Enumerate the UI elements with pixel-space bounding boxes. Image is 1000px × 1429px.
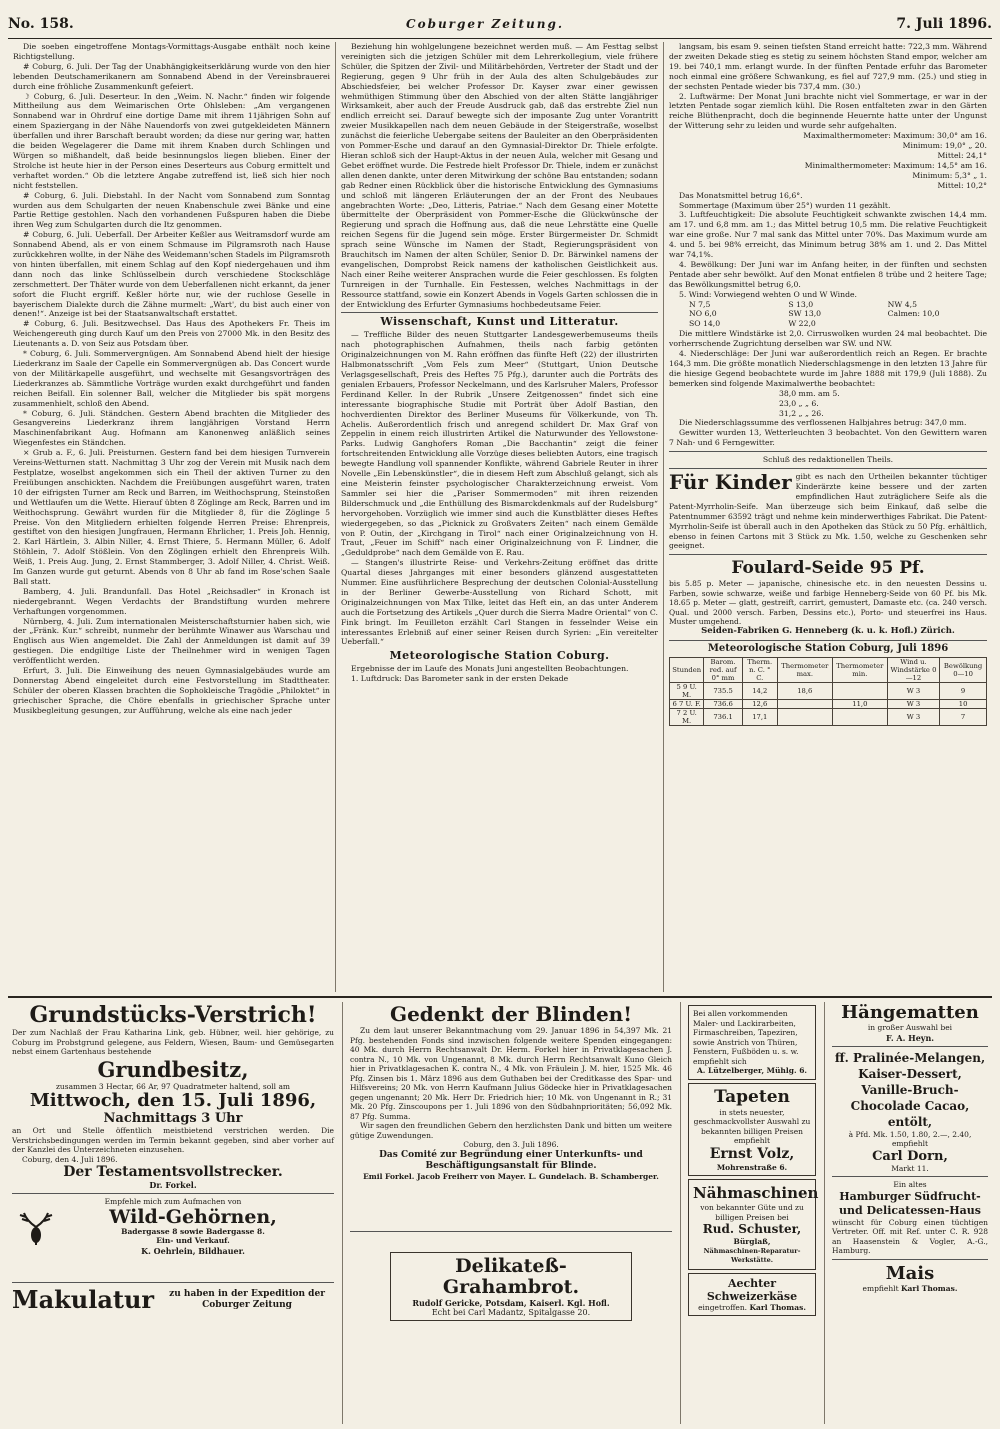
stag-antlers-icon (16, 1211, 56, 1247)
divider (680, 1002, 681, 1424)
article: langsam, bis esam 9. seinen tiefsten Stand erreicht hatte: 722,3 mm. Während der zweiten Dekade stieg es stetig zu seinem höchsten Stand empor, welcher am 19. bei 740,1 mm. erlangt wurde. In der fünften Pentade erfuhr das Barometer noch einmal eine größere Schwankung, es fiel auf 727,9 mm. (25.) und stieg in der sechsten Pentade wieder bis 737,4 mm. (30.) (669, 42, 987, 91)
ad-kinder (669, 472, 987, 551)
ad-text: Nähmaschinen-Reparatur-Werkstätte. (703, 1246, 801, 1264)
ad-text: Ein altes (893, 1180, 927, 1189)
article: ☽ Coburg, 6. Juli. Deserteur. In den „Weim. N. Nachr.“ finden wir folgende Mittheilung aus dem Weimarischen Orte Ohlsleben: „Am vergangenen Sonnabend war in Ohrdruf eine dortige Dame mit ihrem 11jährigen Sohn auf einem Spaziergang in der Nähe Nauendorfs von zwei gutgekleideten Männern überfallen und ihrer Barschaft beraubt worden; da diese nur gering war, hatten die beiden Wegelagerer die Dame mit ihrem Knaben durch Schlingen und Würgen so mißhandelt, daß beide besinnungslos liegen blieben. Einer der Strolche ist heute hier in der Person eines Deserteurs aus Coburg ermittelt und verhaftet worden.“ Ob die letztere Angabe zutreffend ist, ließ sich hier noch nicht feststellen. (13, 91, 330, 190)
ad-names: Emil Forkel. Jacob Freiherr von Mayer. L. Gundelach. B. Schamberger. (363, 1171, 659, 1181)
ad-naehmaschinen (688, 1179, 819, 1270)
article: Nürnberg, 4. Juli. Zum internationalen Meisterschaftsturnier haben sich, wie der „Fränk. Kur.“ schreibt, nunmehr der berühmte Winawer aus Warschau und Englisch aus Wien angemeldet. Die Zahl der Anmeldungen ist damit auf 39 gestiegen. Die endgiltige Liste der Theilnehmer wird in wenigen Tagen veröffentlicht werden. (13, 616, 330, 666)
ad-name: K. Oehrlein, Bildhauer. (141, 1245, 245, 1256)
article: * Coburg, 6. Juli. Ständchen. Gestern Abend brachten die Mitglieder des Gesangvereins Liederkranz ihrem langjährigen Vorstand Herrn Maschinenfabrikant Aug. Hofmann am Kanonenweg anläßlich seines Wiegenfestes ein Ständchen. (13, 408, 330, 448)
ad-delikatess (390, 1252, 632, 1321)
article: 4. Bewölkung: Der Juni war im Anfang heiter, in der fünften und sechsten Pentade aber sehr bewölkt. Auf den Monat entfielen 8 trübe und 2 heitere Tage; das Bewölkungsmittel betrug 6,0. (669, 259, 987, 289)
ad-text: Bürglaß, (733, 1237, 771, 1246)
ad-text: Ein- und Verkauf. (156, 1236, 230, 1245)
ad-text: à Pfd. Mk. 1.50, 1.80, 2.—, 2.40, empfiehlt (848, 1129, 972, 1148)
ad-text: eingetroffen. Karl Thomas. (698, 1302, 806, 1312)
column-2 (336, 42, 664, 992)
ad-title: Wild-Gehörnen, (109, 1205, 277, 1228)
ad-column-b (346, 1002, 676, 1422)
divider (669, 554, 987, 555)
ad-makulatur (12, 1286, 334, 1314)
divider (669, 640, 987, 641)
ad-text: Echt bei Carl Madantz, Spitalgasse 20. (431, 1307, 591, 1317)
weather-max: Maximalthermometer: Maximum: 30,0° am 16. Minimum: 19,0° „ 20. Mittel: 24,1° (803, 131, 987, 160)
ad-heading: Grundbesitz, (97, 1056, 249, 1082)
article: — Treffliche Bilder des neuen Stuttgarter Landesgewerbemuseums theils nach photographischen Aufnahmen, theils nach farbig getönten Originalzeichnungen von M. Rahn eröffnen das fünfte Heft (22) der illustrirten Halbmonatsschrift „Vom Fels zum Meer“ (Stuttgart, Union Deutsche Verlagsgesellschaft, Preis des Heftes 75 Pfg.), darunter auch die Porträts des genialen Erbauers, Professor Neckelmann, und des Karlsruher Malers, Professor Ferdinand Keller. In der Rubrik „Unsere Zeitgenossen“ findet sich eine interessante biographische Studie mit Porträt über Adolf Bastian, den hochverdienten Direktor des Berliner Museums für Völkerkunde, von Th. Achelis. Außerordentlich frisch und anregend schildert Dr. Max Graf von Zeppelin in einem reich illustrirten Artikel die Naturwunder des Yellowstone-Parks. Ludwig Ganghofers Roman „Die Bacchantin“ zeigt die feiner fortschreitenden Entwicklung alle Vorzüge dieses beliebten Autors, eine tragisch bewegte Handlung voll spannender Konflikte, während Gabriele Reuter in ihrer Novelle „Ein Lebenskünstler“, die in diesem Heft zum Abschluß gelangt, sich als eine Meisterin feinster psychologischer Charakterzeichnung erweist. Vom Sammler sei hier die „Pariser Sommermoden“ mit ihren reizenden Bilderschmuck und „die Enthüllung des Bismarckdenkmals auf der Rudelsburg“ hervorgehoben. Vorzüglich wie immer sind auch die Kunstblätter dieses Heftes wiedergegeben, so das „Picknick zu Großvaters Zeiten“ nach einem Gemälde von P. Outin, der „Kirchgang in Tirol“ nach einer Originalzeichnung von H. Traut, „Feuer im Schiff“ nach einer Originalzeichnung von F. Lindner, die „Geduldprobe“ nach dem Gemälde von E. Rau. (341, 330, 658, 558)
ad-text: Wir sagen den freundlichen Gebern den herzlichsten Dank und bitten um weitere gütige Zuwendungen. (350, 1121, 672, 1140)
article: — Stangen's illustrirte Reise- und Verkehrs-Zeitung eröffnet das dritte Quartal dieses Jahrganges mit einer besonders glänzend ausgestatteten Nummer. Eine ausführlichere Besprechung der deutschen Colonial-Ausstellung in der Berliner Gewerbe-Ausstellung von Richard Schott, mit Originalzeichnungen von Max Tilke, leitet das Heft ein, an das unter Anderem auch die Fortsetzung des Artikels „Quer durch die Sierra Madre Oriental“ von C. Fink bringt. Im Feuilleton erzählt Carl Stangen in fesselnder Weise ein interessantes Erlebniß auf einer seiner Reisen durch Syrien: „Ein vereitelter Ueberfall.“ (341, 558, 658, 647)
article: Beziehung hin wohlgelungene bezeichnet werden muß. — Am Festtag selbst vereinigten sich die jetzigen Schüler mit dem Lehrerkollegium, viele frühere Schüler, die Spitzen der Zivil- und Militärbehörden, Vertreter der Stadt und der Regierung, gegen 9 Uhr früh in der Aula des alten Schulgebäudes zur Abschiedsfeier, bei welcher Professor Dr. Kayser zwar einer gewissen wehmüthigen Stimmung über den Abschied von der alten Stätte langjähriger Wirksamkeit, aber auch der Freude Ausdruck gab, daß das erstrebte Ziel nun endlich erreicht sei. Darauf bewegte sich der imposante Zug unter Vorantritt zweier Musikkapellen nach dem neuen Gebäude in der Steigerstraße, woselbst zunächst die feierliche Uebergabe seitens der Bauleiter an den Oberpräsidenten von Pommer-Esche und darauf an den Gymnasial-Direktor Dr. Thiele erfolgte. Hieran schloß sich der Haupt-Aktus in der neuen Aula, welcher mit Gesang und Gebet eröffnet wurde. Die Festrede hielt Professor Dr. Thiele, indem er zunächst allen denen dankte, unter deren Mitwirkung der schöne Bau entstanden; sodann gab Redner einen Rückblick über die historische Entwicklung des Gymnasiums und schloß mit längeren Erläuterungen der an der Front des Neubaues angebrachten Worte: „Deo, Litteris, Patriae.“ Nach dem Gesang einer Motette übermittelte der Oberpräsident von Pommer-Esche die Glückwünsche der Regierung und sprach die Hoffnung aus, daß die neue Lehrstätte eine Quelle reichen Segens für die Jugend sein möge. Erster Bürgermeister Dr. Schmidt sprach seine Wünsche im Namen der Stadt, Regierungspräsident von Brauchitsch im Namen der alten Schüler, Senior D. Dr. Bärwinkel namens der evangelischen, Domprobst Reick namens der katholischen Geistlichkeit aus. Nach einer Reihe weiterer Ansprachen wurde die Feier geschlossen. Es folgten Turnreigen in der Turnhalle. Ein Festessen, welches Nachmittags in der Ressource stattfand, sowie ein Konzert Abends in Vogels Garten schlossen die in der Entwicklung des Erfurter Gymnasiums hochbedeutsame Feier. (341, 42, 658, 309)
article: 1. Luftdruck: Das Barometer sank in der ersten Dekade (351, 674, 569, 684)
section-heading: Wissenschaft, Kunst und Litteratur. (380, 315, 619, 329)
met-table-title: Meteorologische Station Coburg, Juli 1896 (707, 642, 949, 654)
ad-footer: Seiden-Fabriken G. Henneberg (k. u. k. Hofl.) Zürich. (701, 625, 955, 636)
ad-name: A. Lützelberger, Mühlg. 6. (696, 1066, 808, 1075)
ad-title: Nähmaschinen (693, 1184, 819, 1202)
article: Die soeben eingetroffene Montags-Vormittags-Ausgabe enthält noch keine Richtigstellung. (13, 42, 330, 61)
ad-text: Markt 11. (891, 1163, 929, 1173)
article: Erfurt, 3. Juli. Die Einweihung des neuen Gymnasialgebäudes wurde am Donnerstag Abend eingeleitet durch eine Festvorstellung im Stadttheater. Schüler der oberen Klassen brachten die Sophokleische Tragödie „Philoktet“ in griechischer Sprache, die Chöre ebenfalls in griechischer Sprache unter Musikbegleitung gesungen, zur Aufführung, welche als eine nach jeder (13, 666, 330, 715)
ad-kaese (688, 1273, 816, 1317)
ad-name: Rud. Schuster, (702, 1222, 802, 1236)
ad-text: Empfehle mich zum Aufmachen von (104, 1197, 242, 1206)
ad-praline (832, 1050, 988, 1174)
ad-wild (12, 1197, 334, 1279)
advertisements (8, 996, 992, 1424)
ad-title: Tapeten (714, 1086, 790, 1107)
ad-haengematten (832, 1002, 988, 1043)
ad-hamburg (832, 1180, 988, 1256)
ad-title: Für Kinder (669, 470, 792, 495)
ad-column-a (8, 1002, 338, 1422)
ad-text: von bekannter Güte und zu billigen Preisen bei (700, 1203, 804, 1222)
article: # Coburg, 6. Juli. Besitzwechsel. Das Haus des Apothekers Fr. Theis im Weichengereuth ging durch Kauf um den Preis von 27000 Mk. in den Besitz des Lieutenants a. D. von Seiz aus Potsdam über. (13, 319, 330, 349)
rain-values: 38,0 mm. am 5. 23,0 „ „ 6. 31,2 „ „ 26. (779, 388, 840, 418)
ad-blinden (350, 1002, 672, 1181)
divider (342, 1002, 343, 1424)
ad-text: wünscht für Coburg einen tüchtigen Vertreter. Off. mit Ref. unter C. R. 928 an Haasenstein & Vogler, A.-G., Hamburg. (832, 1217, 988, 1255)
divider (824, 1002, 825, 1424)
article: # Coburg, 6. Juli. Ueberfall. Der Arbeiter Keßler aus Weitramsdorf wurde am Sonnabend Abend, als er von einem Schmause im Pilgramsroth nach Hause zurückkehren wollte, in der Nähe des Weidemann'schen Stadels im Pilgramsroth von hinten überfallen, mit einem Schlag auf den Kopf niedergehauen und ihm dann noch das linke Schlüsselbein durch verschiedene Stockschläge zerschmettert. Der Thäter wurde von dem Ueberfallenen nicht erkannt, da jener sofort die Flucht ergriff. Keßler hörte nur, wie der ruchlose Geselle in bayerischem Dialekte durch die Zähne murmelt: „Wart', du bist auch einer von denen!“. Anzeige ist bei der Staatsanwaltschaft erstattet. (13, 230, 330, 319)
ad-foulard (669, 558, 987, 636)
ad-title: Grundstücks-Verstrich! (29, 1002, 317, 1028)
editorial-end: Schluß des redaktionellen Theils. (762, 455, 894, 465)
article: Die mittlere Windstärke ist 2,0. Cirruswolken wurden 24 mal beobachtet. Die vorherrschende Zugrichtung derselben war SW. und NW. (669, 329, 987, 349)
divider (341, 312, 658, 313)
ad-name: Dr. Forkel. (149, 1180, 197, 1190)
ad-title: ff. Pralinée-Melangen, Kaiser-Dessert, Vanille-Bruch-Chocolade Cacao, entölt, (834, 1050, 986, 1129)
divider (832, 1176, 988, 1177)
ad-text: gibt es nach den Urtheilen bekannter tüchtiger Kinderärzte keine bessere und der zarten empfindlichen Haut zuträglichere Seife als die Patent-Myrrholin-Seife. Man überzeuge sich beim Einkauf, daß selbe die Patentnummer 63592 trägt und nehme kein minderwerthiges Fabrikat. Die Patent-Myrrholin-Seife ist überall auch in den Apotheken das Stück zu 50 Pfg. erhältlich, ebenso in feinen Cartons mit 3 Stück zu Mk. 1.50, welche zu Geschenken sehr geeignet. (669, 472, 987, 551)
ad-text: bis 5.85 p. Meter — japanische, chinesische etc. in den neuesten Dessins u. Farben, sowie schwarze, weiße und farbige Henneberg-Seide von 60 Pf. bis Mk. 18.65 p. Meter — glatt, gestreift, carrirt, gemustert, Damaste etc. (ca. 240 versch. Qual. und 2000 versch. Farben, Dessins etc.), Porto- und steuerfrei ins Haus. Muster umgehend. (669, 579, 987, 627)
article: 5. Wind: Vorwiegend wehten O und W Winde. (679, 289, 857, 299)
weather-min: Minimalthermometer: Maximum: 14,5° am 16. Minimum: 5,3° „ 1. Mittel: 10,2° (804, 160, 987, 190)
column-3 (664, 42, 992, 992)
column-1 (8, 42, 336, 992)
ad-text: Mohrenstraße 6. (716, 1162, 788, 1172)
divider (350, 1231, 672, 1232)
ad-name: Ernst Volz, (709, 1145, 795, 1162)
article: 4. Niederschläge: Der Juni war außerordentlich reich an Regen. Er brachte 164,3 mm. Die größte monatlich Niederschlagsmenge in den letzten 13 Jahre für die hiesige Gegend beobachtete wurde im Jahre 1888 mit 179,9 (Juli 1888). Zu bemerken sind folgende Maximalwerthe beobachtet: (669, 349, 987, 388)
issue-date: 7. Juli 1896. (896, 16, 992, 32)
page-header (8, 10, 992, 39)
ad-title: Foulard-Seide 95 Pf. (731, 558, 925, 579)
ad-name: F. A. Heyn. (885, 1032, 935, 1043)
ad-title: Aechter Schweizerkäse (706, 1276, 798, 1303)
text-columns (8, 42, 992, 992)
section-heading: Meteorologische Station Coburg. (389, 649, 610, 663)
ad-title: Gedenkt der Blinden! (390, 1002, 632, 1026)
divider (832, 1046, 988, 1047)
table-row: 6 7 U. F. 736.6 12,6 11,0 W 3 10 (670, 699, 987, 708)
table-row: 5 9 U. M. 735.5 14,2 18,6 W 3 9 (670, 682, 987, 699)
divider (669, 451, 987, 452)
ad-text: an Ort und Stelle öffentlich meistbietend verstrichen werden. Die Verstrichsbedingungen werden im Termin bekannt gegeben, sind aber vorher auf der Kanzlei des Unterzeichneten einzusehen. (12, 1126, 334, 1154)
ad-grundstueck (12, 1002, 334, 1190)
ad-title: Hamburger Südfrucht- und Delicatessen-Haus (839, 1189, 981, 1217)
divider (669, 468, 987, 469)
article: Das Monatsmittel betrug 16,6°. (679, 190, 803, 200)
ad-maler (688, 1005, 816, 1080)
article: Bamberg, 4. Juli. Brandunfall. Das Hotel „Reichsadler“ in Kronach ist niedergebrannt. Wegen Verdachts der Brandstiftung wurden mehrere Verhaftungen vorgenommen. (13, 586, 330, 616)
article: 2. Luftwärme: Der Monat Juni brachte nicht viel Sommertage, er war in der letzten Pentade sogar ziemlich kühl. Die Rosen entfalteten zwar in den Gärten reiche Blüthenpracht, doch die beginnende Heuernte hatte unter der Ungunst der Witterung sehr zu leiden und wurde sehr aufgehalten. (669, 91, 987, 131)
ad-mais (832, 1263, 988, 1294)
wind-table: N 7,5 S 13,0 NW 4,5 NO 6,0 SW 13,0 Calmen: 10,0 SO 14,0 W 22,0 (689, 299, 940, 329)
ad-text: zu haben in der Expedition der Coburger Zeitung (169, 1289, 325, 1310)
ad-text: Rudolf Gericke, Potsdam, Kaiserl. Kgl. Hofl. (412, 1297, 610, 1308)
ad-title: Delikateß-Grahambrot. (442, 1254, 580, 1298)
article: Gewitter wurden 13, Wetterleuchten 3 beobachtet. Von den Gewittern waren 7 Nah- und 6 Ferngewitter. (669, 428, 987, 448)
article: × Grub a. F., 6. Juli. Preisturnen. Gestern fand bei dem hiesigen Turnverein Vereins-Wetturnen statt. Nachmittag 3 Uhr zog der Verein mit Musik nach dem Festplatze, woselbst angekommen sich ein Theil der aktiven Turner zu den Freiübungen anschickten. Nachdem die Freiübungen ausgeführt waren, traten 10 der eifrigsten Turner am Reck und Barren, im Weithochsprung, Steinstoßen und Wettlaufen um die Wette. Hierauf übten 8 Zöglinge am Reck, Barren und im Weithochsprung. Gewährt wurden für die Mitglieder 8, für die Zöglinge 5 Preise. Von den Mitgliedern erhielten folgende Herren Preise: Ehrenpreis, gestiftet von den hiesigen Jungfrauen, Hermann Ehrlicher, 1. Preis Joh. Hennig, 2. Karl Härtlein, 3. Albin Niller, 4. Ernst Thiere, 5. Hermann Müller, 6. Adolf Stöhlein, 7. Adolf Stößlein. Von den Zöglingen erhielt den Ehrenpreis Wilh. Weiß, 1. Preis Aug. Jung, 2. Ernst Stammberger, 3. Adolf Niller, 4. Christ. Weiß. Im Ganzen wurde gut geturnt. Abends von 8 Uhr ab fand im Rose'schen Saale Ball statt. (13, 448, 330, 586)
issue-number: No. 158. (8, 16, 74, 32)
ad-tapeten (688, 1083, 816, 1177)
ad-text: Bei allen vorkommenden Maler- und Lackirarbeiten, Firmaschreiben, Tapeziren, sowie Anstrich von Thüren, Fenstern, Fußböden u. s. w. empfiehlt sich (693, 1009, 799, 1066)
article: Ergebnisse der im Laufe des Monats Juni angestellten Beobachtungen. (351, 664, 629, 674)
article: # Coburg, 6. Juli. Der Tag der Unabhängigkeitserklärung wurde von den hier lebenden Deutschamerikanern am Sonnabend Abend in der Vereinsbrauerei durch eine fröhliche Zusammenkunft gefeiert. (13, 61, 330, 91)
ad-text: in großer Auswahl bei (867, 1023, 953, 1032)
article: 3. Luftfeuchtigkeit: Die absolute Feuchtigkeit schwankte zwischen 14,4 mm. am 17. und 6,8 mm. am 1.; das Mittel betrug 10,5 mm. Die relative Feuchtigkeit war eine große. Nur 7 mal sank das Mittel unter 70%. Das Maximum wurde am 4. und 5. bei 98% erreicht, das Minimum betrug 38% am 1. und 2. Das Mittel war 74,1%. (669, 210, 987, 260)
divider (12, 1282, 334, 1283)
ad-name: Carl Dorn, (872, 1148, 948, 1164)
ad-text: zusammen 3 Hectar, 66 Ar, 97 Quadratmeter haltend, soll am (55, 1081, 291, 1091)
table-row: 7 2 U. M. 736.1 17,1 W 3 7 (670, 708, 987, 725)
ad-place: Coburg, den 4. Juli 1896. (22, 1154, 118, 1164)
ad-text: Zu dem laut unserer Bekanntmachung vom 29. Januar 1896 in 54,397 Mk. 21 Pfg. bestehenden Fonds sind inzwischen folgende weitere Spenden eingegangen: 40 Mk. durch Herrn Rechtsanwalt Dr. Herm. Forkel hier in Privatklagesachen J. contra N., 10 Mk. von Ungenannt, 8 Mk. durch Herrn Rechtsanwalt Kuno Gleich hier in Privatklagesachen K. contra N., 4 Mk. von Fräulein J. M. hier, 1525 Mk. 46 Pfg. Zinsen bis 1. März 1896 aus dem Guthaben bei der Creditkasse des Spar- und Hilfsvereins; 20 Mk. von Herrn Kaufmann Julius Gödecke hier in Privatklagesachen gegen ungenannt; 20 Mk. Herr Dr. Friedrich hier; 10 Mk. von Ungenannt in R.; 31 Mk. 20 Pfg. Zinscoupons per 1. Juli 1896 von den Südbahnprioritäten; 56,092 Mk. 87 Pfg. Summa. (350, 1026, 672, 1121)
ad-title: Makulatur (12, 1285, 155, 1314)
ad-place: Coburg, den 3. Juli 1896. (463, 1140, 559, 1149)
ad-text: empfiehlt Karl Thomas. (862, 1283, 958, 1293)
article: * Coburg, 6. Juli. Sommervergnügen. Am Sonnabend Abend hielt der hiesige Liederkranz im Saale der Capelle ein Sommervergnügen ab. Das Concert wurde von der Militärkapelle ausgeführt, und wechselte mit Gesangsvorträgen des Liederkranzes ab. Sämmtliche Vorträge wurden exakt durchgeführt und fanden reichen Beifall. Ein solenner Ball, welcher die Mitglieder bis spät morgens zusammenhielt, schloß den Abend. (13, 349, 330, 408)
ad-text: Der zum Nachlaß der Frau Katharina Link, geb. Hübner, weil. hier gehörige, zu Coburg im Probstgrund gelegene, aus Feldern, Wiesen, Baum- und Gemüsegarten nebst einem Gartenhaus bestehende (12, 1028, 334, 1056)
ad-org: Das Comité zur Begründung einer Unterkunfts- und Beschäftigungsanstalt für Blinde. (379, 1149, 643, 1171)
ad-title: Mais (885, 1262, 935, 1284)
divider (12, 1193, 334, 1194)
ad-title: Hängematten (841, 1002, 979, 1023)
ad-date: Mittwoch, den 15. Juli 1896, (29, 1090, 317, 1111)
ad-text: in stets neuester, geschmackvollster Auswahl zu bekannten billigen Preisen empfiehlt (693, 1107, 811, 1145)
article: # Coburg, 6. Juli. Diebstahl. In der Nacht vom Sonnabend zum Sonntag wurden aus dem Schulgarten der neuen Knabenschule zwei Bänke und eine Partie Rettige gestohlen. Nach den vorhandenen Fußspuren haben die Diebe ihren Weg zum Schulgarten durch die Itz genommen. (13, 190, 330, 230)
newspaper-title: Coburger Zeitung. (406, 17, 565, 31)
ad-signature: Der Testamentsvollstrecker. (63, 1164, 283, 1180)
divider (832, 1259, 988, 1260)
ad-column-d (828, 1002, 992, 1422)
met-table: Stunden Barom. red. auf 0° mm Therm. n. C. ° C. Thermometer max. Thermometer min. Wind u. Windstärke 0—12 Bewölkung 0—10 5 9 U. M. 735.5 14,2 18,6 W 3 9 6 7 U. F. 736.6 12,6 11,0 W 3 10 7 2 U. M. 736.1 17,1 W 3 7 (669, 657, 987, 726)
ad-column-c (684, 1002, 820, 1422)
article: Sommertage (Maximum über 25°) wurden 11 gezählt. (679, 200, 891, 210)
article: Die Niederschlagssumme des verflossenen Halbjahres betrug: 347,0 mm. (679, 418, 967, 428)
ad-text: Badergasse 8 sowie Badergasse 8. (121, 1226, 265, 1236)
ad-time: Nachmittags 3 Uhr (103, 1111, 243, 1126)
